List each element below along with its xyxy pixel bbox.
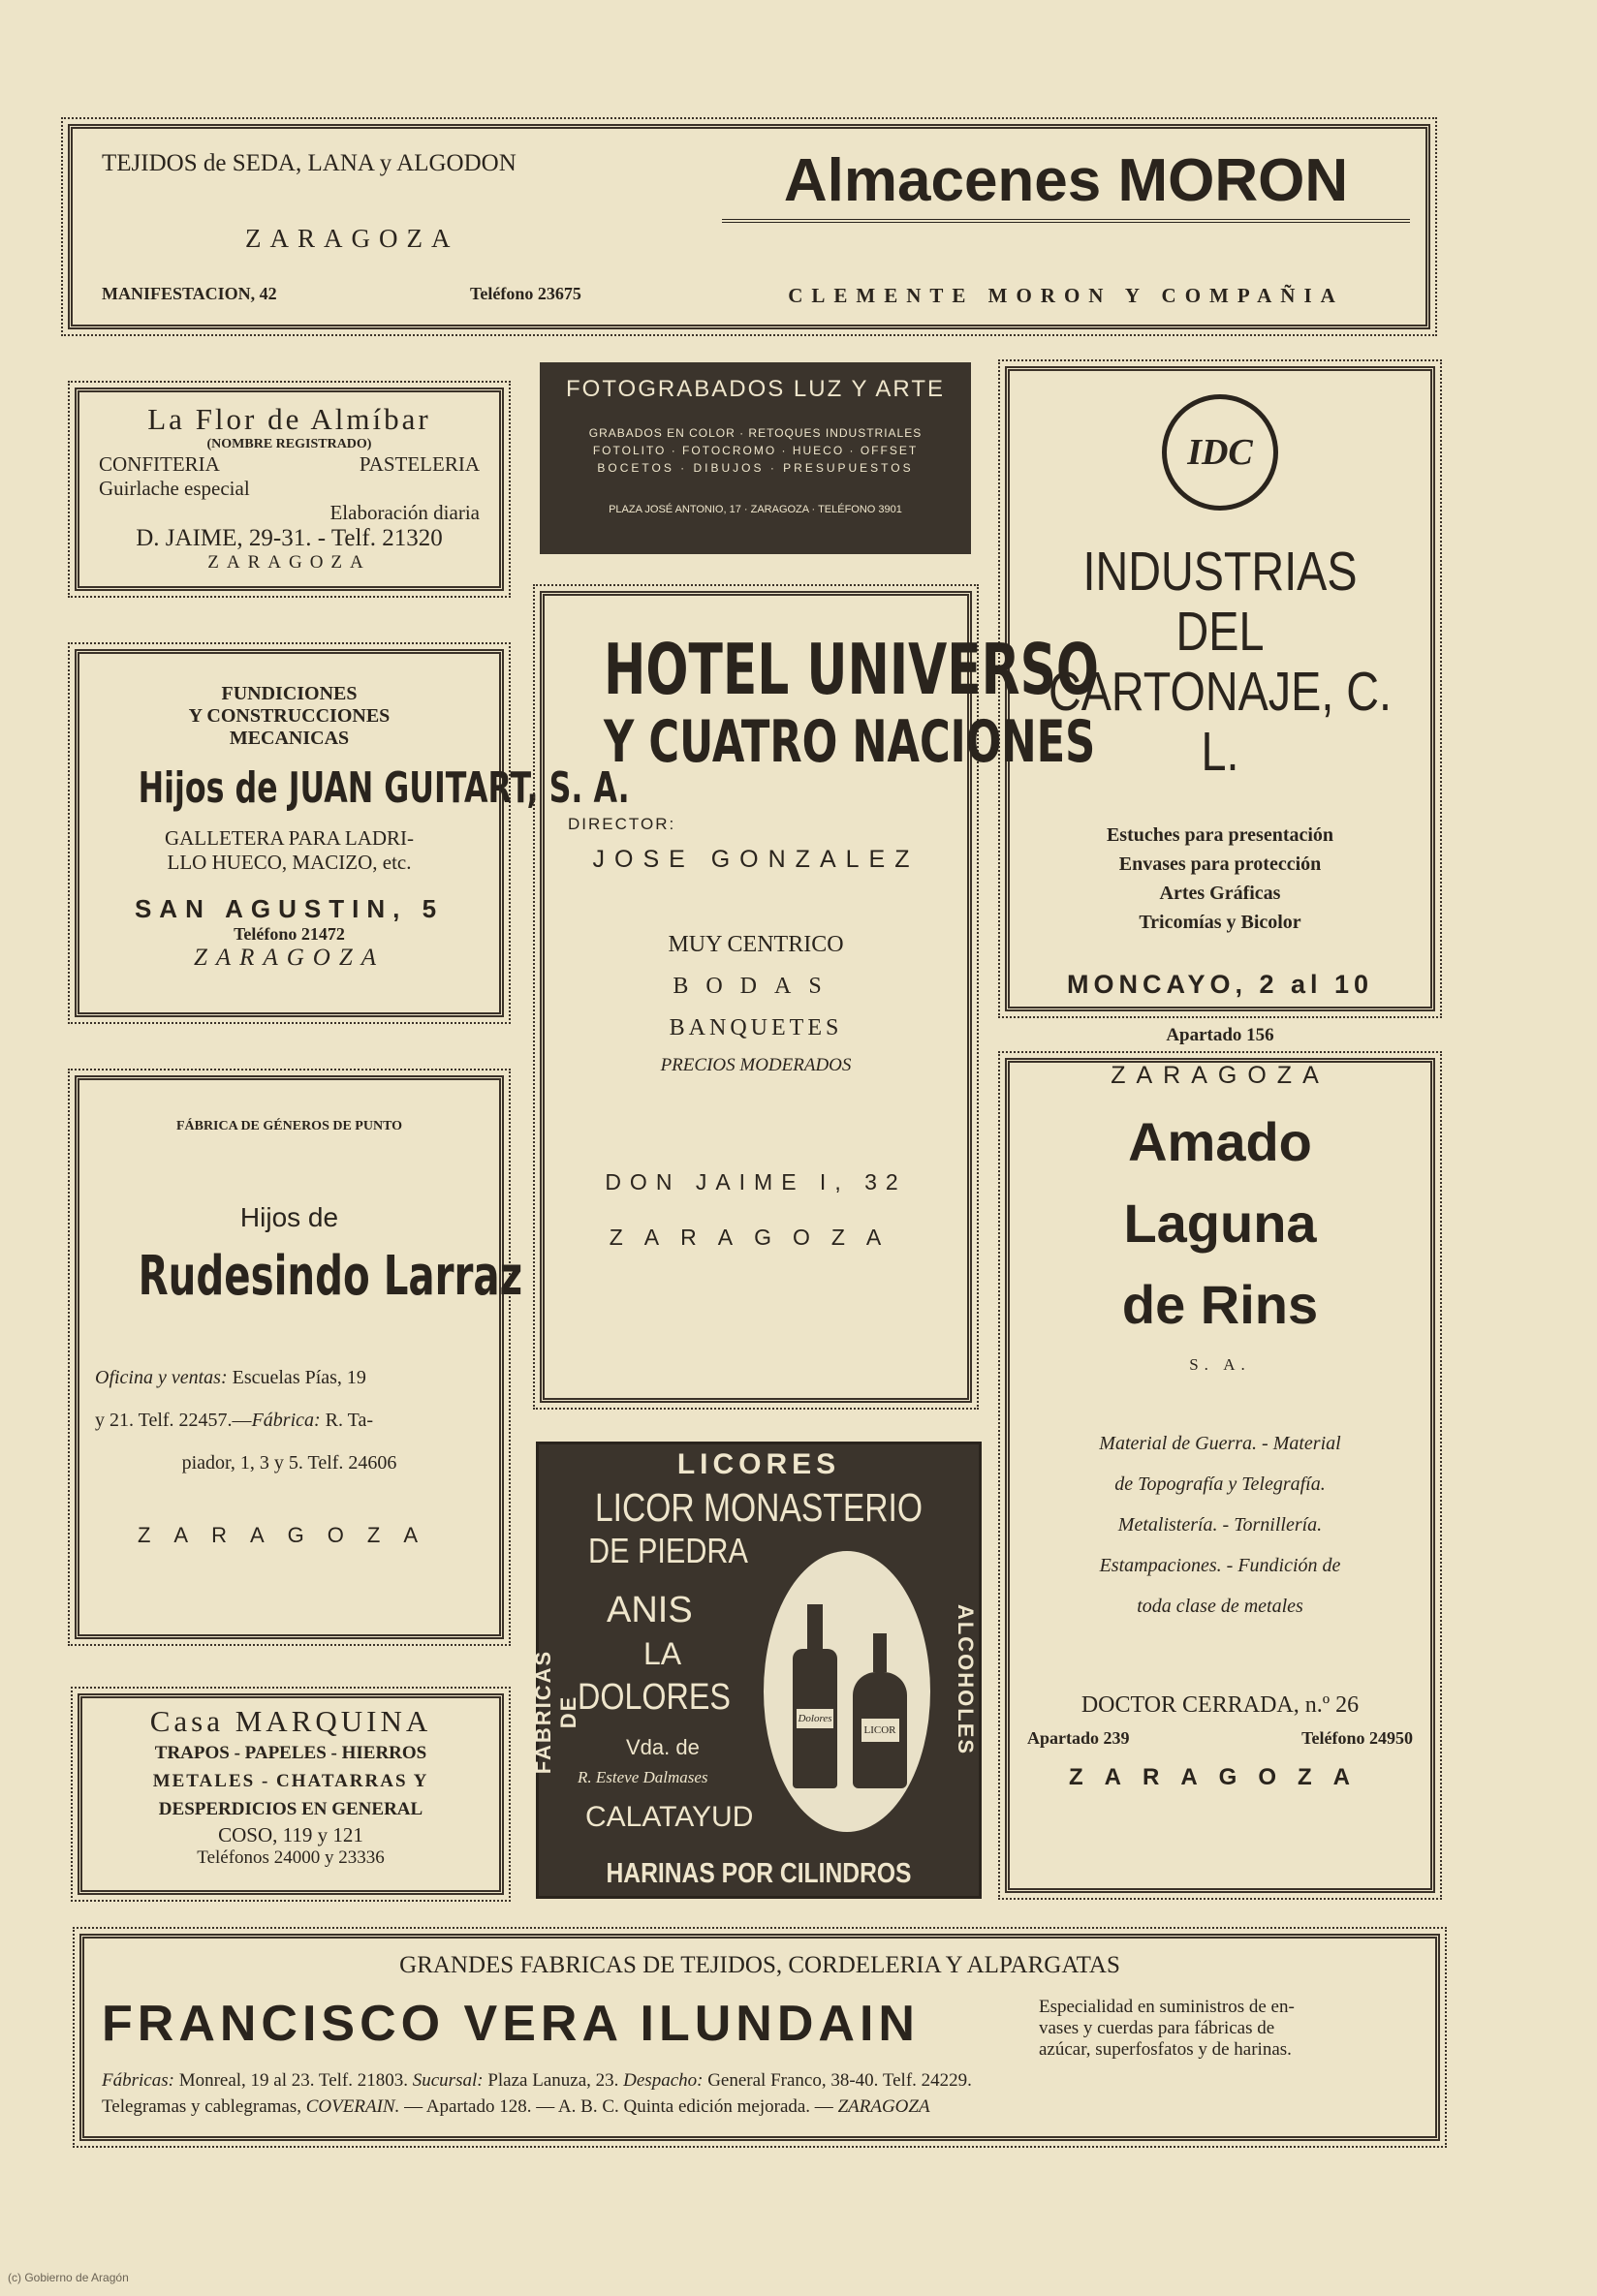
licores-piedra: DE PIEDRA [588, 1531, 748, 1570]
ad-flor-de-almibar [75, 388, 504, 591]
flor-pasteleria: PASTELERIA [359, 452, 480, 476]
guitart-telefono: Teléfono 21472 [234, 924, 345, 944]
cartonaje-linea2: Envases para protección [1118, 853, 1322, 875]
vera-despacho-label: Despacho: [623, 2070, 704, 2091]
vera-fabricas: Monreal, 19 al 23. Telf. 21803. [178, 2070, 408, 2091]
hotel-director: JOSE GONZALEZ [592, 846, 920, 873]
licores-la: LA [643, 1636, 682, 1671]
vera-coverain: COVERAIN. [305, 2096, 400, 2117]
amado-nombre1: Amado [1128, 1111, 1312, 1172]
moron-ciudad: ZARAGOZA [245, 224, 459, 253]
licores-fabricas: FABRICAS DE [531, 1649, 580, 1775]
hotel-nombre2: Y CUATRO NACIONES [604, 708, 1096, 776]
bottle-licor-icon [853, 1633, 907, 1788]
moron-tejidos: TEJIDOS de SEDA, LANA y ALGODON [102, 150, 517, 176]
larraz-hijos: Hijos de [239, 1202, 339, 1232]
larraz-oficina3: R. Ta- [325, 1410, 373, 1431]
licores-dolores: DOLORES [578, 1677, 731, 1718]
amado-nombre3: de Rins [1121, 1274, 1319, 1335]
vera-despacho: General Franco, 38-40. Telf. 24229. [707, 2070, 972, 2091]
marquina-linea3: DESPERDICIOS EN GENERAL [158, 1799, 423, 1819]
licores-esteve: R. Esteve Dalmases [578, 1768, 708, 1786]
cartonaje-ciudad: ZARAGOZA [1111, 1062, 1330, 1089]
larraz-nombre: Rudesindo Larraz [138, 1245, 523, 1308]
flor-registro: (NOMBRE REGISTRADO) [206, 437, 372, 451]
guitart-nombre: Hijos de JUAN GUITART, S. A. [138, 763, 630, 813]
amado-apartado: Apartado 239 [1027, 1728, 1130, 1748]
amado-linea2: de Topografía y Telegrafía. [1114, 1474, 1326, 1495]
flor-ciudad: ZARAGOZA [207, 552, 371, 573]
ad-licores [531, 1442, 982, 1899]
marquina-linea1: TRAPOS - PAPELES - HIERROS [154, 1743, 427, 1763]
guitart-galletera1: GALLETERA PARA LADRI- [164, 826, 415, 850]
foto-linea2: FOTOLITO · FOTOCROMO · HUECO · OFFSET [592, 444, 919, 457]
moron-telefono: Teléfono 23675 [470, 284, 581, 303]
flor-guirlache: Guirlache especial [99, 477, 250, 500]
licores-alcoholes: ALCOHOLES [954, 1603, 978, 1756]
vera-grandes: GRANDES FABRICAS DE TEJIDOS, CORDELERIA Y ALPARGATAS [399, 1952, 1120, 1978]
licores-titulo: LICORES [676, 1448, 841, 1480]
cartonaje-linea1: Estuches para presentación [1106, 824, 1334, 846]
hotel-director-label: DIRECTOR: [568, 815, 676, 833]
amado-linea3: Metalistería. - Tornillería. [1117, 1514, 1323, 1536]
larraz-oficina4: piador, 1, 3 y 5. Telf. 24606 [181, 1452, 397, 1474]
hotel-nombre1: HOTEL UNIVERSO [604, 629, 1099, 710]
amado-linea1: Material de Guerra. - Material [1099, 1433, 1341, 1454]
vera-especialidad3: azúcar, superfosfatos y de harinas. [1039, 2039, 1292, 2060]
licores-licor: LICOR MONASTERIO [594, 1485, 924, 1530]
hotel-bodas: BODAS [673, 974, 839, 999]
cartonaje-logo: IDC [1162, 394, 1278, 511]
vera-fabricas-label: Fábricas: [102, 2070, 174, 2091]
foto-direccion: PLAZA JOSÉ ANTONIO, 17 · ZARAGOZA · TELÉFONO 3901 [609, 504, 902, 515]
vera-sucursal: Plaza Lanuza, 23. [487, 2070, 619, 2091]
bottle-anis-icon [793, 1604, 837, 1788]
foto-linea1: GRABADOS EN COLOR · RETOQUES INDUSTRIALES [588, 426, 923, 440]
licores-vda: Vda. de [626, 1735, 700, 1759]
cartonaje-direccion: MONCAYO, 2 al 10 [1066, 970, 1374, 999]
foto-titulo: FOTOGRABADOS LUZ Y ARTE [566, 376, 945, 402]
ad-almacenes-moron [68, 124, 1430, 329]
ad-hotel-universo [540, 591, 1099, 1403]
marquina-direccion: COSO, 119 y 121 [218, 1823, 363, 1846]
amado-sa: S. A. [1189, 1355, 1251, 1374]
foto-linea3: BOCETOS · DIBUJOS · PRESUPUESTOS [597, 461, 914, 475]
amado-ciudad: ZARAGOZA [1069, 1764, 1371, 1790]
hotel-precios: PRECIOS MODERADOS [660, 1055, 852, 1075]
marquina-telefonos: Teléfonos 24000 y 23336 [197, 1847, 385, 1868]
hotel-centrico: MUY CENTRICO [668, 932, 844, 957]
flor-confiteria: CONFITERIA [99, 452, 220, 476]
amado-linea4: Estampaciones. - Fundición de [1099, 1555, 1341, 1576]
moron-compania: CLEMENTE MORON Y COMPAÑIA [788, 284, 1344, 307]
guitart-mecanicas: MECANICAS [229, 728, 350, 749]
footer-credit: (c) Gobierno de Aragón [8, 2271, 129, 2284]
ad-fotograbados [540, 362, 971, 554]
licores-calatayud: CALATAYUD [585, 1801, 754, 1833]
guitart-construcciones: Y CONSTRUCCIONES [188, 705, 391, 727]
flor-nombre: La Flor de Almíbar [147, 402, 431, 436]
cartonaje-linea4: Tricomías y Bicolor [1139, 912, 1301, 933]
cartonaje-nombre1: INDUSTRIAS DEL [1082, 541, 1358, 663]
ad-casa-marquina [78, 1693, 504, 1895]
larraz-fabrica-label: Fábrica: [251, 1410, 321, 1431]
marquina-nombre: Casa MARQUINA [149, 1704, 432, 1738]
vera-ciudad: ZARAGOZA [837, 2096, 930, 2117]
amado-nombre2: Laguna [1123, 1193, 1317, 1254]
guitart-direccion: SAN AGUSTIN, 5 [134, 894, 445, 923]
flor-elaboracion: Elaboración diaria [329, 501, 480, 524]
licores-anis: ANIS [607, 1590, 693, 1630]
bottle-anis-label: Dolores [797, 1709, 832, 1728]
amado-telefono: Teléfono 24950 [1301, 1728, 1413, 1748]
licores-harinas: HARINAS POR CILINDROS [606, 1858, 912, 1889]
guitart-galletera2: LLO HUECO, MACIZO, etc. [167, 851, 412, 874]
guitart-fundiciones: FUNDICIONES [221, 683, 358, 704]
vera-especialidad1: Especialidad en suministros de en- [1039, 1997, 1295, 2017]
amado-direccion: DOCTOR CERRADA, n.º 26 [1080, 1692, 1360, 1718]
larraz-oficina2: y 21. Telf. 22457.— [95, 1410, 252, 1431]
larraz-ciudad: ZARAGOZA [137, 1523, 441, 1547]
larraz-fabrica: FÁBRICA DE GÉNEROS DE PUNTO [175, 1119, 403, 1133]
cartonaje-apartado: Apartado 156 [1166, 1025, 1274, 1045]
moron-nombre: Almacenes MORON [722, 146, 1410, 223]
bottle-licor-label: LICOR [861, 1719, 899, 1742]
hotel-direccion: DON JAIME I, 32 [605, 1169, 907, 1195]
vera-especialidad2: vases y cuerdas para fábricas de [1039, 2018, 1275, 2038]
ad-rudesindo-larraz [75, 1075, 523, 1639]
cartonaje-nombre2: CARTONAJE, C. L. [1048, 661, 1393, 783]
vera-sucursal-label: Sucursal: [412, 2070, 484, 2091]
vera-nombre: FRANCISCO VERA ILUNDAIN [102, 1996, 920, 2052]
ad-francisco-vera [79, 1934, 1440, 2141]
guitart-ciudad: ZARAGOZA [194, 945, 385, 971]
marquina-linea2: METALES - CHATARRAS Y [152, 1771, 429, 1791]
licores-bottle-oval [764, 1551, 930, 1832]
hotel-banquetes: BANQUETES [669, 1015, 843, 1040]
cartonaje-linea3: Artes Gráficas [1159, 883, 1281, 904]
moron-direccion: MANIFESTACION, 42 [102, 284, 277, 303]
flor-direccion: D. JAIME, 29-31. - Telf. 21320 [136, 525, 443, 551]
larraz-oficina-label: Oficina y ventas: [95, 1367, 228, 1388]
vera-resto: — Apartado 128. — A. B. C. Quinta edición mejorada. — [404, 2096, 833, 2117]
ad-amado-laguna [1005, 1058, 1435, 1893]
amado-linea5: toda clase de metales [1137, 1596, 1303, 1617]
vera-telegramas: Telegramas y cablegramas, [102, 2096, 301, 2117]
hotel-ciudad: ZARAGOZA [609, 1225, 903, 1250]
larraz-oficina1: Escuelas Pías, 19 [232, 1367, 366, 1388]
